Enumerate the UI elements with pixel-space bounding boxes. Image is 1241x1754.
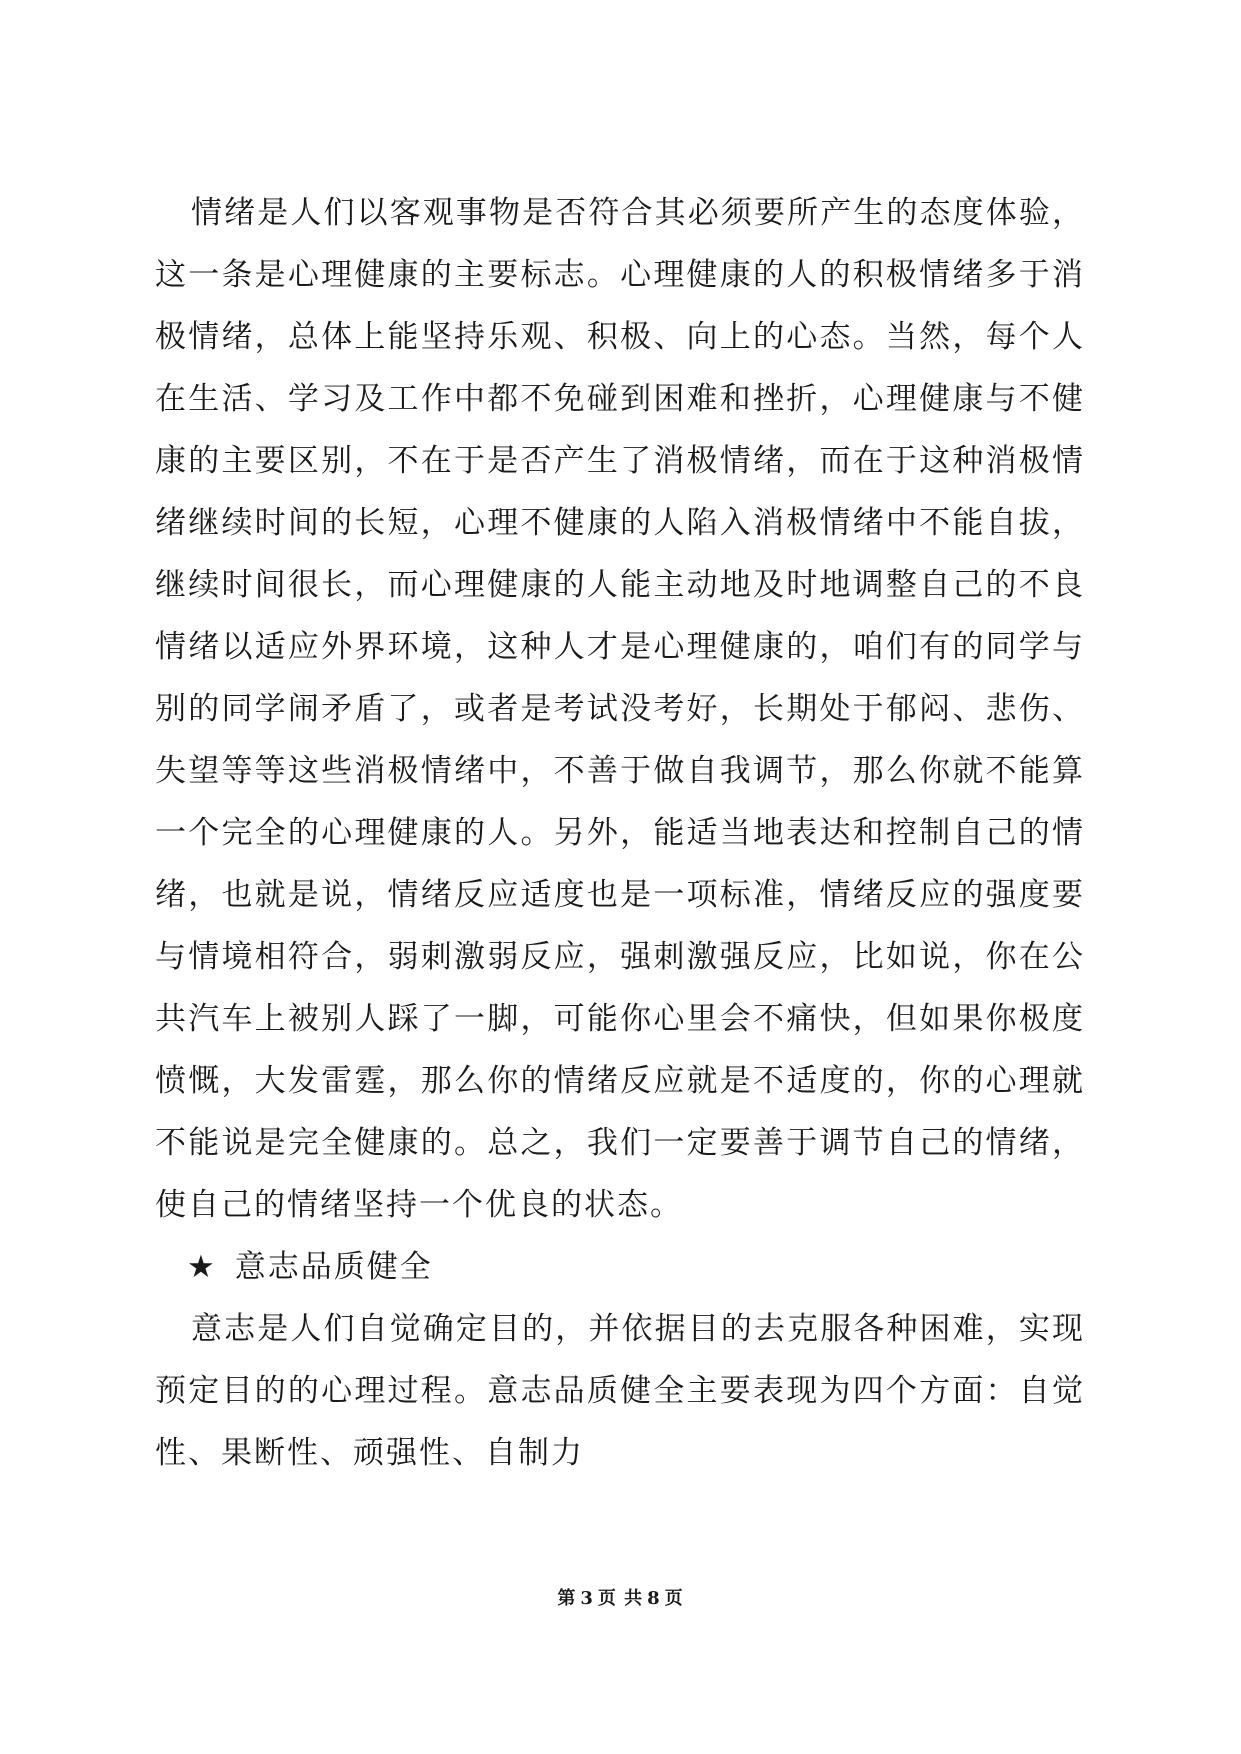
- total-page-number: 8: [647, 1588, 661, 1609]
- section-heading-text: 意志品质健全: [234, 1249, 433, 1285]
- star-icon: ★: [187, 1249, 217, 1285]
- document-body: [155, 182, 1085, 1484]
- footer-suffix: 页: [664, 1588, 684, 1609]
- current-page-number: 3: [580, 1588, 594, 1609]
- page-footer: [0, 1584, 1241, 1610]
- section-heading: [155, 1236, 1085, 1298]
- footer-prefix: 第: [557, 1588, 577, 1609]
- paragraph-emotion: 情绪是人们以客观事物是否符合其必须要所产生的态度体验，这一条是心理健康的主要标志。心理健康的人的积极情绪多于消极情绪，总体上能坚持乐观、积极、向上的心态。当然，每个人在生活、学习及工作中都不免碰到困难和挫折，心理健康与不健康的主要区别，不在于是否产生了消极情绪，而在于这种消极情绪继续时间的长短，心理不健康的人陷入消极情绪中不能自拔，继续时间很长，而心理健康的人能主动地及时地调整自己的不良情绪以适应外界环境，这种人才是心理健康的，咱们有的同学与别的同学闹矛盾了，或者是考试没考好，长期处于郁闷、悲伤、失望等等这些消极情绪中，不善于做自我调节，那么你就不能算一个完全的心理健康的人。另外，能适当地表达和控制自己的情绪，也就是说，情绪反应适度也是一项标准，情绪反应的强度要与情境相符合，弱刺激弱反应，强刺激强反应，比如说，你在公共汽车上被别人踩了一脚，可能你心里会不痛快，但如果你极度愤慨，大发雷霆，那么你的情绪反应就是不适度的，你的心理就不能说是完全健康的。总之，我们一定要善于调节自己的情绪，使自己的情绪坚持一个优良的状态。: [155, 195, 1085, 1223]
- paragraph-will: 意志是人们自觉确定目的，并依据目的去克服各种困难，实现预定目的的心理过程。意志品质健全主要表现为四个方面：自觉性、果断性、顽强性、自制力: [155, 1311, 1085, 1471]
- footer-middle: 页 共: [597, 1588, 644, 1609]
